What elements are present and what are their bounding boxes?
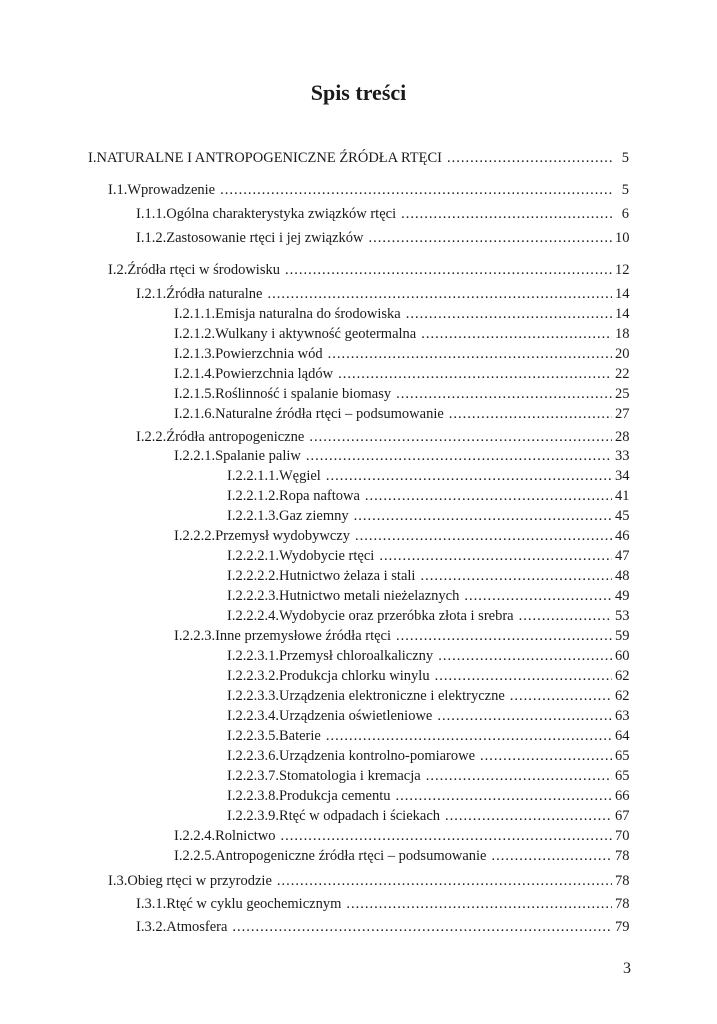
toc-entry-title: Urządzenia kontrolno-pomiarowe [278, 748, 476, 764]
toc-entry-title: Naturalne źródła rtęci – podsumowanie [215, 406, 444, 422]
toc-entry-number: I.2.2.4. [174, 828, 216, 844]
toc-entry-number: I.1.1. [136, 206, 167, 222]
toc-dot-leader [232, 918, 612, 937]
toc-entry[interactable] [174, 405, 629, 424]
toc-entry-number: I.2.2.3.7. [227, 768, 279, 784]
toc-dot-leader [396, 627, 612, 646]
toc-dot-leader [421, 325, 612, 344]
toc-dot-leader [281, 827, 612, 846]
toc-dot-leader [328, 345, 612, 364]
toc-entry-title: Wulkany i aktywność geotermalna [215, 326, 417, 342]
toc-entry-title: Powierzchnia lądów [215, 366, 334, 382]
toc-entry-number: I.2.2.3.3. [227, 688, 279, 704]
toc-entry-page: 78 [615, 896, 630, 912]
toc-entry-number: I.2.2.3. [174, 628, 216, 644]
toc-entry-number: I.3.2. [136, 919, 167, 935]
toc-entry-number: I.2.2.2.3. [227, 588, 279, 604]
toc-entry-number: I.2.2.3.8. [227, 788, 279, 804]
toc-entry-page: 5 [621, 182, 629, 198]
toc-entry[interactable] [174, 385, 629, 404]
toc-entry-number: I.3. [108, 873, 128, 889]
toc-entry[interactable] [174, 827, 629, 846]
toc-entry[interactable] [227, 767, 629, 786]
toc-entry[interactable] [227, 747, 629, 766]
toc-entry[interactable] [227, 807, 629, 826]
toc-entry-page: 66 [615, 788, 630, 804]
toc-entry-page: 18 [615, 326, 630, 342]
toc-entry-title: Źródła rtęci w środowisku [127, 262, 280, 278]
toc-dot-leader [396, 385, 612, 404]
toc-dot-leader [326, 727, 612, 746]
toc-entry-title: Przemysł wydobywczy [215, 528, 350, 544]
toc-entry-title: Źródła antropogeniczne [166, 429, 305, 445]
toc-entry[interactable] [174, 305, 629, 324]
toc-entry[interactable] [108, 261, 629, 280]
toc-entry-title: Gaz ziemny [278, 508, 349, 524]
toc-entry-page: 65 [615, 748, 630, 764]
toc-dot-leader [354, 507, 612, 526]
toc-dot-leader [220, 181, 612, 200]
toc-entry-page: 70 [615, 828, 630, 844]
toc-entry-number: I.2.2.2.4. [227, 608, 279, 624]
toc-dot-leader [346, 895, 612, 914]
toc-entry-title: Emisja naturalna do środowiska [215, 306, 401, 322]
toc-dot-leader [464, 587, 612, 606]
toc-entry-number: I.2.2. [136, 429, 167, 445]
toc-entry-page: 41 [615, 488, 630, 504]
toc-entry-number: I.3.1. [136, 896, 167, 912]
toc-entry-title: Ropa naftowa [278, 488, 360, 504]
toc-entry-number: I.2.1. [136, 286, 167, 302]
toc-entry-number: I.2.2.2. [174, 528, 216, 544]
toc-entry[interactable] [174, 527, 629, 546]
toc-dot-leader [438, 647, 612, 666]
toc-entry[interactable] [227, 507, 629, 526]
toc-entry-number: I.2.2.1.3. [227, 508, 279, 524]
toc-entry-title: Urządzenia elektroniczne i elektryczne [278, 688, 505, 704]
toc-entry-page: 65 [615, 768, 630, 784]
toc-entry-number: I.2.1.1. [174, 306, 216, 322]
toc-dot-leader [519, 607, 612, 626]
toc-entry[interactable] [174, 325, 629, 344]
toc-dot-leader [447, 149, 612, 168]
toc-entry-number: I.2.1.3. [174, 346, 216, 362]
toc-entry-number: I.2.2.1. [174, 448, 216, 464]
toc-entry[interactable] [108, 872, 629, 891]
toc-entry-page: 34 [615, 468, 630, 484]
toc-entry-page: 49 [615, 588, 630, 604]
toc-entry-number: I.2. [108, 262, 128, 278]
toc-dot-leader [326, 467, 612, 486]
toc-entry-page: 25 [615, 386, 630, 402]
toc-entry-title: Wprowadzenie [127, 182, 216, 198]
toc-entry-page: 53 [615, 608, 630, 624]
toc-entry-title: Rolnictwo [215, 828, 276, 844]
toc-entry-page: 27 [615, 406, 630, 422]
toc-entry-title: Rtęć w odpadach i ściekach [278, 808, 441, 824]
toc-entry-page: 5 [621, 150, 629, 166]
toc-dot-leader [285, 261, 612, 280]
toc-entry-title: Wydobycie rtęci [278, 548, 375, 564]
page-title: Spis treści [310, 80, 407, 105]
toc-dot-leader [277, 872, 612, 891]
toc-entry-title: Atmosfera [166, 919, 228, 935]
toc-entry[interactable] [88, 149, 629, 168]
toc-entry-number: I.2.1.6. [174, 406, 216, 422]
toc-entry-page: 14 [615, 306, 630, 322]
toc-entry-page: 12 [615, 262, 630, 278]
toc-entry[interactable] [227, 587, 629, 606]
toc-entry-page: 14 [615, 286, 630, 302]
toc-entry[interactable] [108, 181, 629, 200]
toc-entry-page: 28 [615, 429, 630, 445]
toc-entry-number: I.2.2.3.4. [227, 708, 279, 724]
toc-entry-title: Hutnictwo żelaza i stali [278, 568, 416, 584]
toc-entry-title: Produkcja cementu [278, 788, 391, 804]
toc-entry-page: 45 [615, 508, 630, 524]
toc-entry-page: 48 [615, 568, 630, 584]
toc-entry[interactable] [227, 687, 629, 706]
toc-dot-leader [491, 847, 612, 866]
toc-dot-leader [420, 567, 612, 586]
toc-entry-page: 60 [615, 648, 630, 664]
toc-entry-title: Ogólna charakterystyka związków rtęci [166, 206, 397, 222]
toc-dot-leader [437, 707, 612, 726]
toc-entry-title: Inne przemysłowe źródła rtęci [215, 628, 392, 644]
toc-dot-leader [426, 767, 612, 786]
toc-entry[interactable] [227, 667, 629, 686]
toc-entry-number: I.1. [108, 182, 128, 198]
toc-entry[interactable] [136, 428, 629, 447]
toc-entry[interactable] [227, 707, 629, 726]
toc-dot-leader [355, 527, 612, 546]
toc-entry-page: 67 [615, 808, 630, 824]
toc-entry-title: Zastosowanie rtęci i jej związków [166, 230, 364, 246]
toc-entry-number: I.2.2.5. [174, 848, 216, 864]
toc-entry-title: Przemysł chloroalkaliczny [278, 648, 434, 664]
toc-entry-page: 22 [615, 366, 630, 382]
toc-entry-number: I.2.2.1.2. [227, 488, 279, 504]
toc-dot-leader [365, 487, 612, 506]
page-number: 3 [623, 960, 631, 977]
toc-entry-page: 10 [615, 230, 630, 246]
toc-entry-title: Źródła naturalne [166, 286, 263, 302]
toc-entry[interactable] [136, 895, 629, 914]
toc-entry[interactable] [227, 787, 629, 806]
toc-entry[interactable] [136, 205, 629, 224]
toc-dot-leader [435, 667, 612, 686]
toc-entry-page: 20 [615, 346, 630, 362]
toc-dot-leader [306, 447, 612, 466]
toc-entry-page: 33 [615, 448, 630, 464]
toc-dot-leader [396, 787, 612, 806]
toc-entry[interactable] [227, 547, 629, 566]
toc-entry-title: Hutnictwo metali nieżelaznych [278, 588, 460, 604]
toc-entry[interactable] [136, 918, 629, 937]
toc-entry[interactable] [227, 647, 629, 666]
toc-entry-number: I. [88, 150, 97, 166]
toc-entry[interactable] [174, 847, 629, 866]
toc-entry-title: Węgiel [278, 468, 321, 484]
toc-entry-page: 63 [615, 708, 630, 724]
toc-entry[interactable] [227, 727, 629, 746]
toc-entry-title: Obieg rtęci w przyrodzie [127, 873, 272, 889]
toc-entry-number: I.2.2.3.1. [227, 648, 279, 664]
toc-entry-title: Antropogeniczne źródła rtęci – podsumowanie [215, 848, 487, 864]
toc-entry-title: Stomatologia i kremacja [278, 768, 421, 784]
toc-entry-number: I.2.1.2. [174, 326, 216, 342]
toc-dot-leader [445, 807, 612, 826]
toc-entry-title: Spalanie paliw [215, 448, 301, 464]
toc-entry[interactable] [174, 447, 629, 466]
toc-dot-leader [510, 687, 612, 706]
toc-entry[interactable] [174, 345, 629, 364]
toc-entry-title: NATURALNE I ANTROPOGENICZNE ŹRÓDŁA RTĘCI [96, 150, 442, 166]
toc-entry-number: I.2.1.4. [174, 366, 216, 382]
toc-dot-leader [309, 428, 612, 447]
toc-dot-leader [379, 547, 612, 566]
toc-entry-page: 6 [621, 206, 629, 222]
toc-dot-leader [338, 365, 612, 384]
toc-entry-number: I.2.2.3.2. [227, 668, 279, 684]
toc-entry-number: I.1.2. [136, 230, 167, 246]
toc-dot-leader [480, 747, 612, 766]
toc-entry[interactable] [227, 607, 629, 626]
toc-dot-leader [401, 205, 612, 224]
toc-entry-page: 79 [615, 919, 630, 935]
toc-entry-title: Baterie [278, 728, 321, 744]
toc-entry-page: 47 [615, 548, 630, 564]
toc-entry-page: 59 [615, 628, 630, 644]
toc-entry[interactable] [174, 627, 629, 646]
toc-entry-title: Powierzchnia wód [215, 346, 323, 362]
toc-dot-leader [267, 285, 612, 304]
toc-entry-title: Wydobycie oraz przeróbka złota i srebra [278, 608, 514, 624]
toc-entry-title: Rtęć w cyklu geochemicznym [166, 896, 342, 912]
toc-entry-page: 62 [615, 688, 630, 704]
toc-entry-page: 62 [615, 668, 630, 684]
toc-entry-page: 78 [615, 848, 630, 864]
toc-entry-number: I.2.2.3.9. [227, 808, 279, 824]
toc-entry-number: I.2.2.3.5. [227, 728, 279, 744]
toc-entry-number: I.2.2.3.6. [227, 748, 279, 764]
toc-dot-leader [449, 405, 612, 424]
toc-entry[interactable] [227, 487, 629, 506]
toc-entry-page: 64 [615, 728, 630, 744]
toc-dot-leader [369, 229, 612, 248]
toc-entry-page: 46 [615, 528, 630, 544]
toc-entry-number: I.2.2.1.1. [227, 468, 279, 484]
toc-entry-number: I.2.2.2.2. [227, 568, 279, 584]
toc-entry[interactable] [227, 467, 629, 486]
toc-entry[interactable] [136, 285, 629, 304]
toc-entry[interactable] [227, 567, 629, 586]
toc-entry-title: Urządzenia oświetleniowe [278, 708, 433, 724]
toc-entry-page: 78 [615, 873, 630, 889]
toc-entry[interactable] [174, 365, 629, 384]
toc-entry-number: I.2.1.5. [174, 386, 216, 402]
toc-entry-number: I.2.2.2.1. [227, 548, 279, 564]
toc-entry-title: Produkcja chlorku winylu [278, 668, 430, 684]
toc-entry[interactable] [136, 229, 629, 248]
toc-dot-leader [406, 305, 612, 324]
toc-entry-title: Roślinność i spalanie biomasy [215, 386, 392, 402]
